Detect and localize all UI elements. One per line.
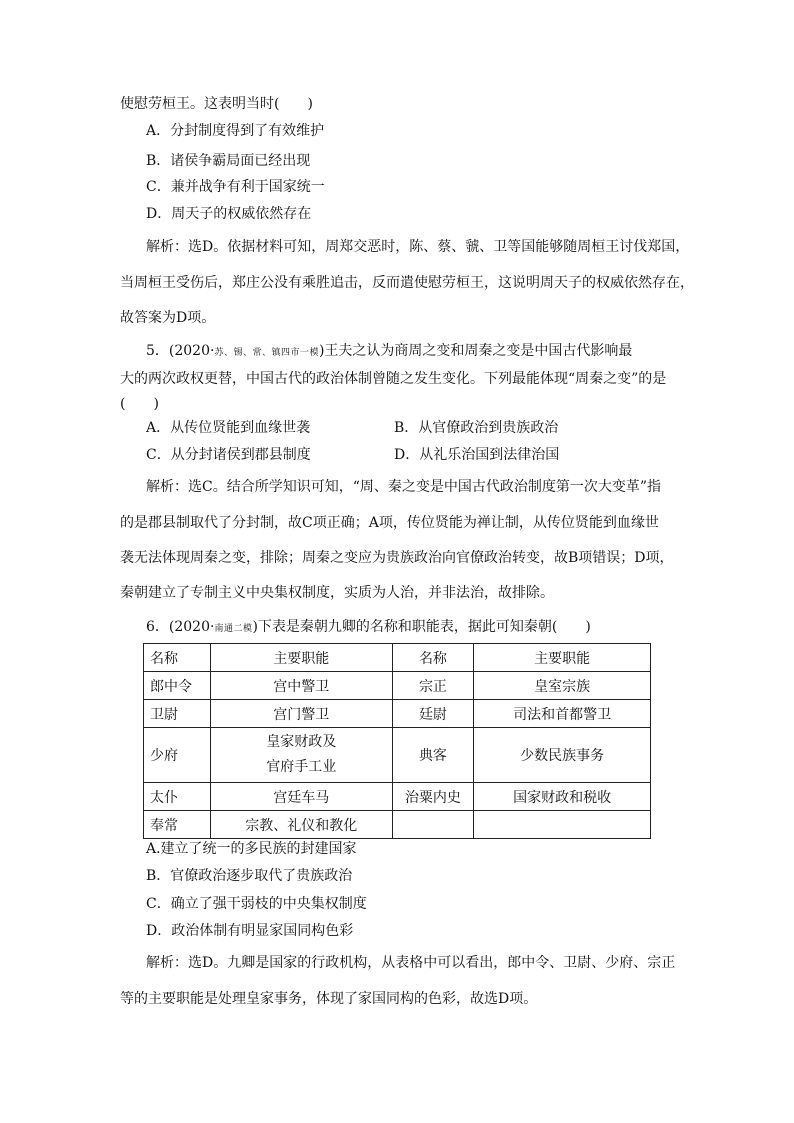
q6-source-tag: 南通二模 — [214, 624, 253, 634]
table-row — [144, 728, 651, 783]
table-row — [144, 783, 651, 811]
q5-stem-line2: 大的两次政权更替，中国古代的政治体制曾随之发生变化。下列最能体现“周秦之变”的是 — [120, 371, 667, 387]
table-header-cell: 主要职能 — [474, 644, 651, 672]
table-cell — [210, 728, 392, 783]
table-row — [144, 811, 651, 839]
q4-analysis-line: 当周桓王受伤后，郑庄公没有乘胜追击，反而遣使慰劳桓王，这说明周天子的权威依然存在， — [120, 275, 694, 291]
table-cell: 廷尉 — [392, 700, 474, 728]
q5-analysis-line: 秦朝建立了专制主义中央集权制度，实质为人治，并非法治，故排除。 — [120, 585, 554, 601]
table-cell: 宗正 — [392, 672, 474, 700]
nine-ministers-table — [143, 643, 651, 839]
q5-option-c: C．从分封诸侯到郡县制度 — [146, 447, 311, 463]
table-header-cell: 名称 — [392, 644, 474, 672]
q5-analysis-line: 袭无法体现周秦之变，排除；周秦之变应为贵族政治向官僚政治转变，故B项错误；D项， — [120, 550, 674, 566]
q6-option-c: C．确立了强干弱枝的中央集权制度 — [146, 896, 367, 912]
table-cell — [474, 811, 651, 839]
q6-stem-rest: )下表是秦朝九卿的名称和职能表，据此可知秦朝( ) — [252, 619, 591, 635]
table-cell: 郎中令 — [144, 672, 211, 700]
table-cell: 宫中警卫 — [210, 672, 392, 700]
q6-option-d: D．政治体制有明显家国同构色彩 — [146, 923, 354, 939]
q5-source-tag: 苏、锡、常、镇四市一模 — [214, 348, 319, 358]
table-cell: 司法和首都警卫 — [474, 700, 651, 728]
table-cell: 少数民族事务 — [474, 728, 651, 783]
q5-option-d: D．从礼乐治国到法律治国 — [394, 447, 560, 463]
q5-analysis-line: 的是郡县制取代了分封制，故C项正确；A项，传位贤能为禅让制，从传位贤能到血缘世 — [120, 515, 659, 531]
table-cell-line: 皇家财政及 — [266, 734, 337, 750]
table-cell-line: 官府手工业 — [266, 759, 337, 775]
table-cell: 太仆 — [144, 783, 211, 811]
table-cell: 宫门警卫 — [210, 700, 392, 728]
q5-option-a: A．从传位贤能到血缘世袭 — [146, 420, 311, 436]
table-row — [144, 672, 651, 700]
q5-stem-line3: ( ) — [120, 396, 159, 412]
q5-analysis-line: 解析：选C。结合所学知识可知，“周、秦之变是中国古代政治制度第一次大变革”指 — [146, 479, 662, 495]
table-header-row — [144, 644, 651, 672]
q4-option-b: B．诸侯争霸局面已经出现 — [146, 153, 311, 169]
table-cell: 典客 — [392, 728, 474, 783]
table-cell: 奉常 — [144, 811, 211, 839]
q5-number: 5．(2020· — [146, 343, 215, 359]
q5-option-b: B．从官僚政治到贵族政治 — [394, 420, 559, 436]
table-cell: 治粟内史 — [392, 783, 474, 811]
table-cell: 宗教、礼仪和教化 — [210, 811, 392, 839]
q6-stem — [146, 617, 591, 639]
table-cell: 皇室宗族 — [474, 672, 651, 700]
q6-analysis-line: 等的主要职能是处理皇家事务，体现了家国同构的色彩，故选D项。 — [120, 991, 538, 1007]
q4-analysis-line: 故答案为D项。 — [120, 310, 216, 326]
q6-option-b: B．官僚政治逐步取代了贵族政治 — [146, 868, 353, 884]
q4-option-c: C．兼并战争有利于国家统一 — [146, 179, 325, 195]
table-cell: 宫廷车马 — [210, 783, 392, 811]
q6-option-a: A.建立了统一的多民族的封建国家 — [146, 841, 357, 857]
q6-analysis-line: 解析：选D。九卿是国家的行政机构，从表格中可以看出，郎中令、卫尉、少府、宗正 — [146, 955, 676, 971]
q4-option-d: D．周天子的权威依然存在 — [146, 206, 312, 222]
table-cell: 卫尉 — [144, 700, 211, 728]
table-cell — [392, 811, 474, 839]
q4-option-a: A．分封制度得到了有效维护 — [146, 123, 325, 139]
table-header-cell: 名称 — [144, 644, 211, 672]
table-header-cell: 主要职能 — [210, 644, 392, 672]
q5-stem-line1: )王夫之认为商周之变和周秦之变是中国古代影响最 — [318, 343, 633, 359]
table-cell: 国家财政和税收 — [474, 783, 651, 811]
q4-analysis-line: 解析：选D。依据材料可知，周郑交恶时，陈、蔡、虢、卫等国能够随周桓王讨伐郑国， — [146, 239, 690, 255]
table-cell: 少府 — [144, 728, 211, 783]
q6-number: 6．(2020· — [146, 619, 215, 635]
table-row — [144, 700, 651, 728]
q4-stem-tail: 使慰劳桓王。这表明当时( ) — [120, 96, 313, 112]
q5-stem — [146, 341, 632, 363]
